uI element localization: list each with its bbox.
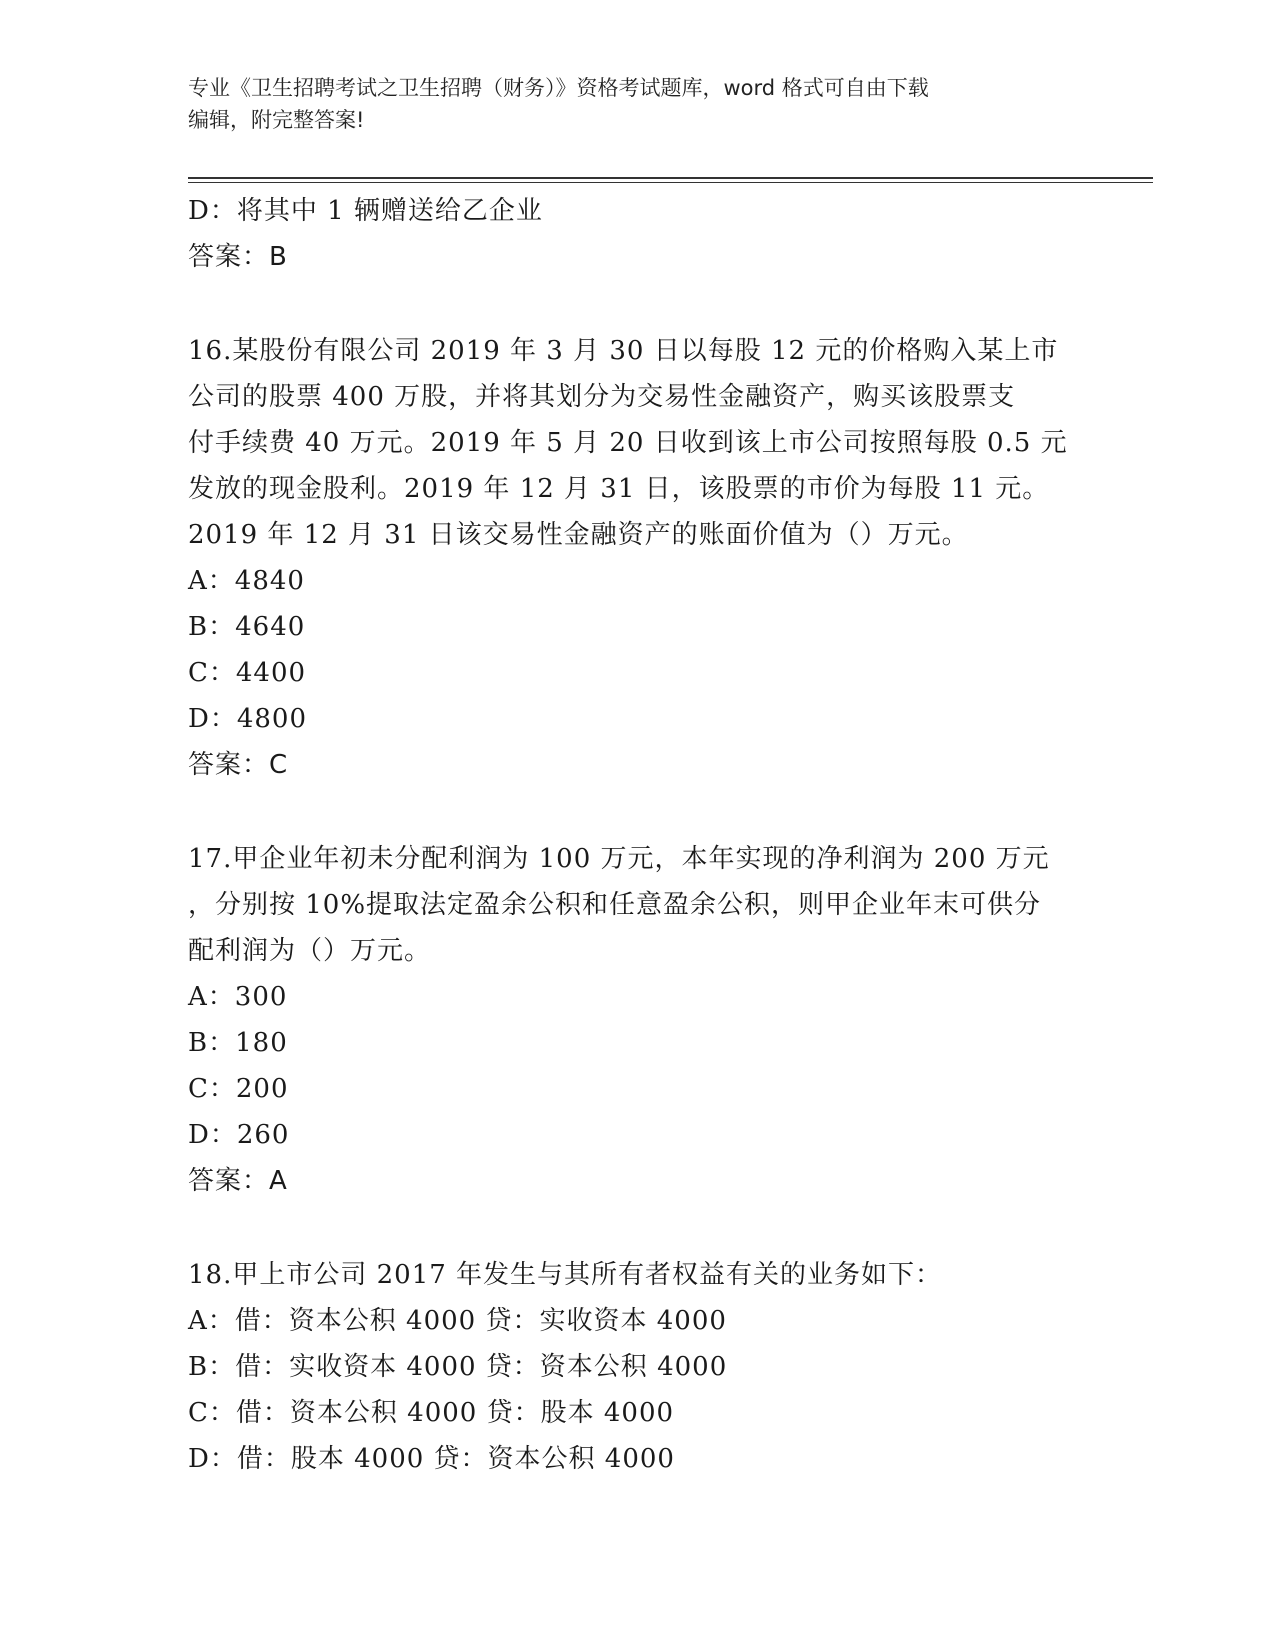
question-17	[188, 836, 1088, 1204]
q16-option-d: D：4800	[188, 704, 308, 734]
q16-stem-line: 2019 年 12 月 31 日该交易性金融资产的账面价值为（）万元。	[188, 520, 969, 550]
q16-option-b: B：4640	[188, 612, 306, 642]
q18-option-d: D：借：股本 4000 贷：资本公积 4000	[188, 1444, 675, 1474]
spacer	[188, 1204, 1088, 1252]
header-line-1: 专业《卫生招聘考试之卫生招聘（财务）》资格考试题库，word 格式可自由下载	[188, 76, 929, 100]
q17-option-b: B：180	[188, 1028, 288, 1058]
q16-answer: 答案：C	[188, 750, 289, 780]
q17-option-d: D：260	[188, 1120, 290, 1150]
q17-answer: 答案：A	[188, 1166, 288, 1196]
q16-option-a: A：4840	[188, 566, 305, 596]
q18-stem-line: 18.甲上市公司 2017 年发生与其所有者权益有关的业务如下：	[188, 1260, 943, 1290]
q17-stem-line: 17.甲企业年初未分配利润为 100 万元，本年实现的净利润为 200 万元	[188, 844, 1050, 874]
document-header	[188, 72, 1088, 136]
q17-option-c: C：200	[188, 1074, 289, 1104]
q17-stem-line: ，分别按 10%提取法定盈余公积和任意盈余公积，则甲企业年末可供分	[188, 890, 1042, 920]
spacer	[188, 788, 1088, 836]
document-body	[188, 188, 1088, 1482]
q18-option-a: A：借：资本公积 4000 贷：实收资本 4000	[188, 1306, 727, 1336]
q16-stem-line: 16.某股份有限公司 2019 年 3 月 30 日以每股 12 元的价格购入某上市	[188, 336, 1059, 366]
q16-stem-line: 发放的现金股利。2019 年 12 月 31 日，该股票的市价为每股 11 元。	[188, 474, 1050, 504]
q16-stem-line: 公司的股票 400 万股，并将其划分为交易性金融资产，购买该股票支	[188, 382, 1016, 412]
header-line-2: 编辑，附完整答案!	[188, 108, 365, 132]
q18-option-c: C：借：资本公积 4000 贷：股本 4000	[188, 1398, 675, 1428]
question-16	[188, 328, 1088, 788]
prev-option-d: D：将其中 1 辆赠送给乙企业	[188, 196, 543, 226]
q16-stem-line: 付手续费 40 万元。2019 年 5 月 20 日收到该上市公司按照每股 0.5 元	[188, 428, 1068, 458]
header-rule-thin	[188, 182, 1153, 183]
prev-answer: 答案：B	[188, 242, 288, 272]
q17-option-a: A：300	[188, 982, 288, 1012]
q17-stem-line: 配利润为（）万元。	[188, 936, 432, 966]
q16-option-c: C：4400	[188, 658, 307, 688]
q18-option-b: B：借：实收资本 4000 贷：资本公积 4000	[188, 1352, 728, 1382]
spacer	[188, 280, 1088, 328]
question-18	[188, 1252, 1088, 1482]
header-rule-thick	[188, 177, 1153, 179]
